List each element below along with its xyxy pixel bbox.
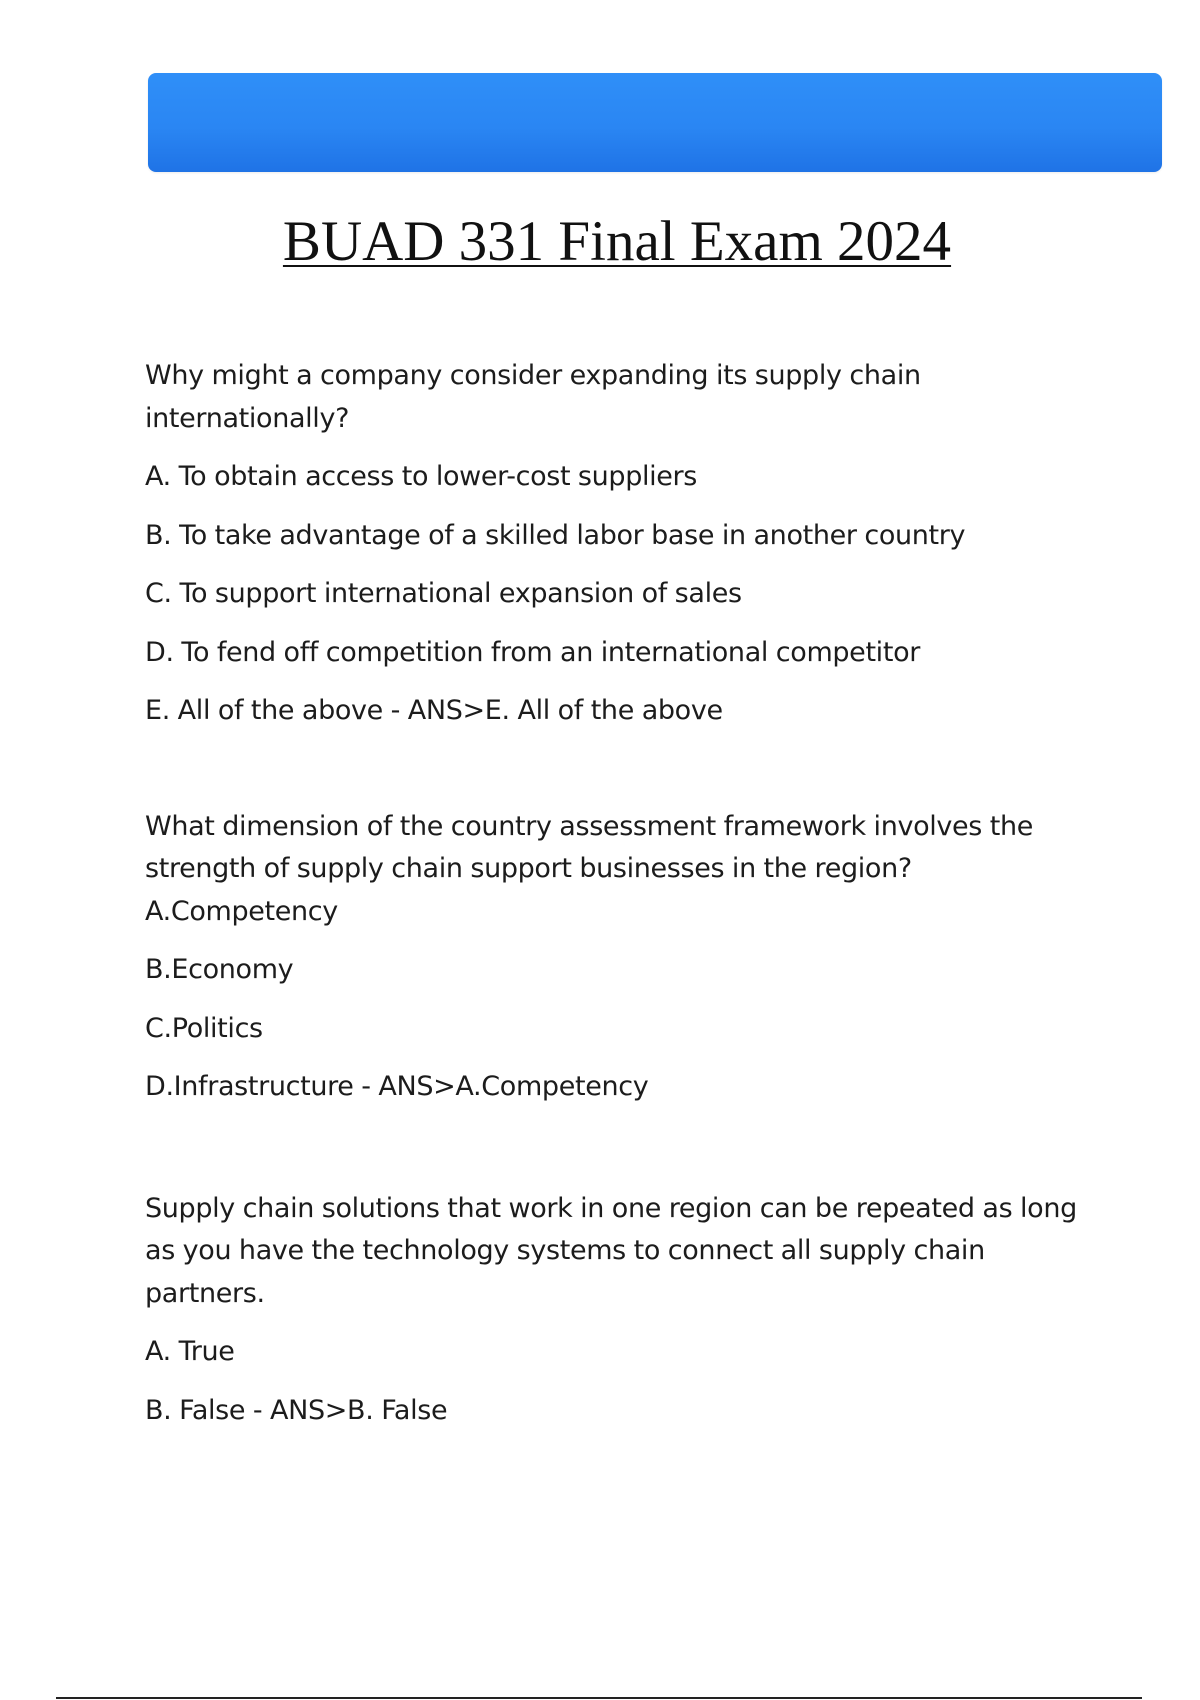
question-1-option-b: B. To take advantage of a skilled labor base in another country <box>145 519 966 551</box>
question-3-option-a: A. True <box>145 1336 235 1367</box>
question-1-line-1: Why might a company consider expanding its supply chain <box>145 360 921 391</box>
question-block-1 <box>145 355 1085 733</box>
question-3-line-3: partners. <box>145 1277 265 1309</box>
question-block-2 <box>145 806 1085 1109</box>
question-2-option-c: C.Politics <box>145 1012 263 1044</box>
question-2-option-a: A.Competency <box>145 895 338 927</box>
question-2-line-1: What dimension of the country assessment framework involves the <box>145 810 1034 842</box>
question-1-option-c: C. To support international expansion of sales <box>145 578 742 609</box>
question-1-option-d: D. To fend off competition from an international competitor <box>145 636 920 668</box>
question-2-line-2: strength of supply chain support businesses in the region? <box>145 853 912 884</box>
exam-content <box>145 355 1085 1432</box>
footer-divider <box>56 1697 1142 1699</box>
question-3-line-1: Supply chain solutions that work in one region can be repeated as long <box>145 1192 1077 1224</box>
question-3-line-2: as you have the technology systems to connect all supply chain <box>145 1235 985 1266</box>
question-3-option-b-answer: B. False - ANS>B. False <box>145 1394 448 1426</box>
question-1-option-a: A. To obtain access to lower-cost suppliers <box>145 461 698 492</box>
question-1-line-2: internationally? <box>145 402 350 434</box>
header-banner <box>148 73 1162 172</box>
question-2-option-d-answer: D.Infrastructure - ANS>A.Competency <box>145 1071 649 1102</box>
question-block-3 <box>145 1188 1085 1433</box>
document-title-text: BUAD 331 Final Exam 2024 <box>282 210 952 273</box>
document-title <box>0 208 1200 276</box>
question-1-option-e-answer: E. All of the above - ANS>E. All of the above <box>145 695 723 726</box>
question-2-option-b: B.Economy <box>145 954 294 985</box>
